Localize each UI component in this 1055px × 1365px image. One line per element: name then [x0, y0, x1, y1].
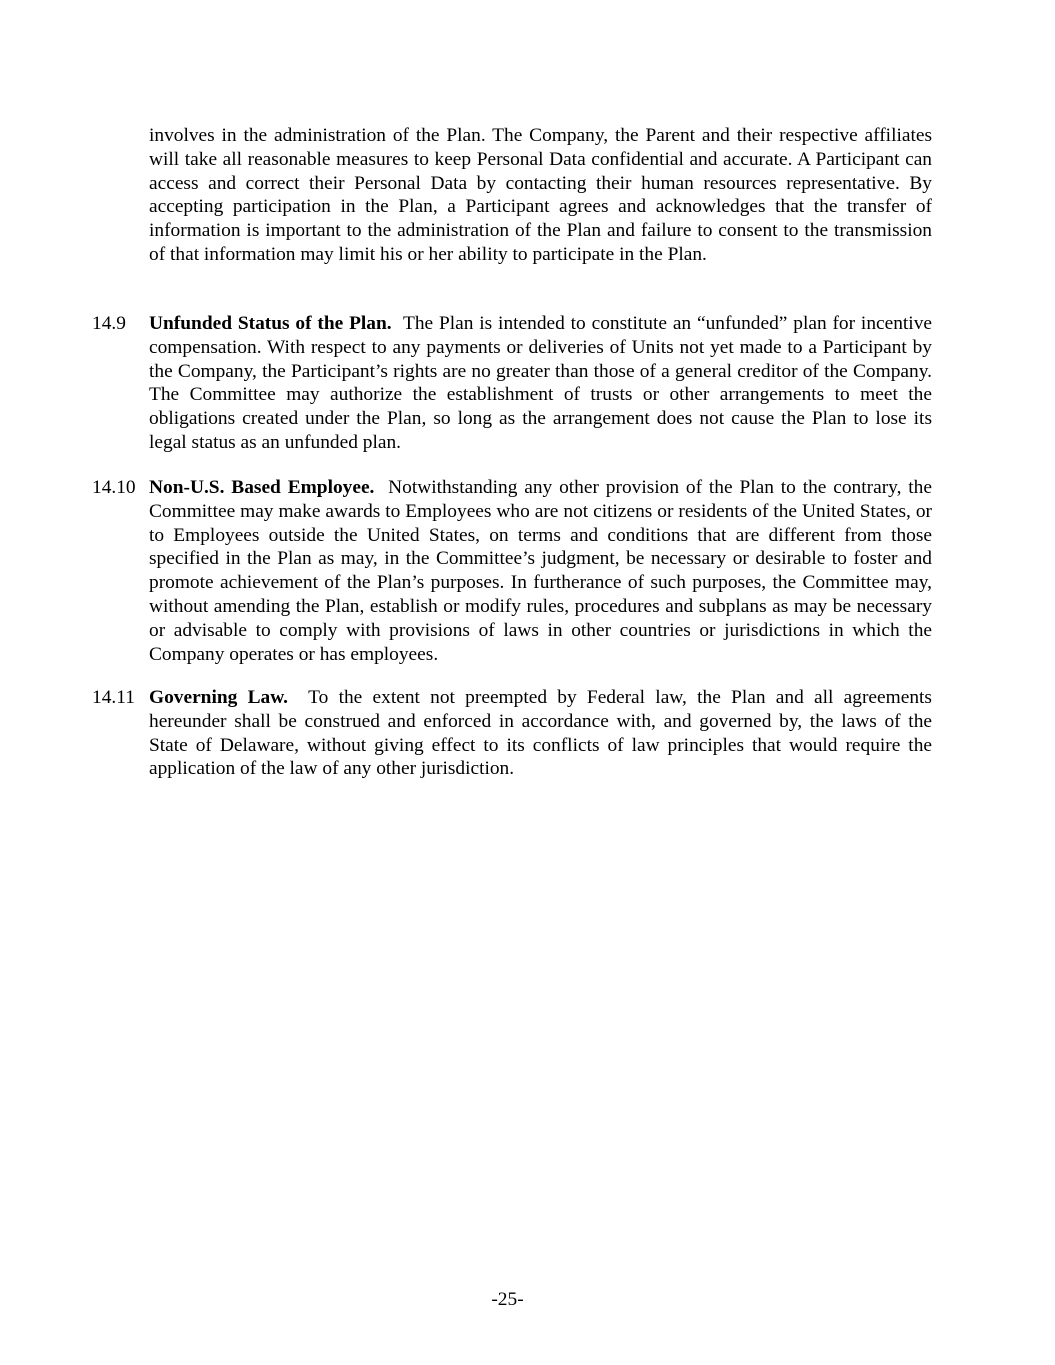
section-text: Notwithstanding any other provision of the Plan to the contrary, the Committee may make awards to Employees who are not citizens or residents of the United States, or to Employees outside the United States, on terms and conditions that are different from those specified in the Plan as may, in the Committee’s judgment, be necessary or desirable to foster and promote achievement of the Plan’s purposes. In furtherance of such purposes, the Committee may, without amending the Plan, establish or modify rules, procedures and subplans as may be necessary or advisable to comply with provisions of laws in other countries or jurisdictions in which the Company operates or has employees. — [149, 477, 932, 665]
section-body — [149, 312, 932, 455]
section-14-9 — [92, 312, 932, 455]
section-text: To the extent not preempted by Federal law, the Plan and all agreements hereunder shall be construed and enforced in accordance with, and governed by, the laws of the State of Delaware, without giving effect to its conflicts of law principles that would require the application of the law of any other jurisdiction. — [149, 687, 932, 780]
section-text: The Plan is intended to constitute an “unfunded” plan for incentive compensation. With respect to any payments or deliveries of Units not yet made to a Participant by the Company, the Participant’s rights are no greater than those of a general creditor of the Company. The Committee may authorize the establishment of trusts or other arrangements to meet the obligations created under the Plan, so long as the arrangement does not cause the Plan to lose its legal status as an unfunded plan. — [149, 313, 932, 453]
section-heading: Unfunded Status of the Plan. — [149, 313, 392, 334]
section-14-11 — [92, 686, 932, 781]
section-number: 14.9 — [92, 313, 126, 334]
section-number: 14.11 — [92, 687, 135, 708]
section-body — [149, 476, 932, 666]
section-14-10 — [92, 476, 932, 666]
section-body — [149, 686, 932, 781]
page-number: -25- — [491, 1289, 524, 1310]
section-heading: Governing Law. — [149, 687, 288, 708]
section-number: 14.10 — [92, 477, 136, 498]
continuation-paragraph: involves in the administration of the Plan. The Company, the Parent and their respective affiliates will take all reasonable measures to keep Personal Data confidential and accurate. A Participant can access and correct their Personal Data by contacting their human resources representative. By accepting participation in the Plan, a Participant agrees and acknowledges that the transfer of information is important to the administration of the Plan and failure to consent to the transmission of that information may limit his or her ability to participate in the Plan. — [149, 125, 932, 265]
section-heading: Non-U.S. Based Employee. — [149, 477, 375, 498]
